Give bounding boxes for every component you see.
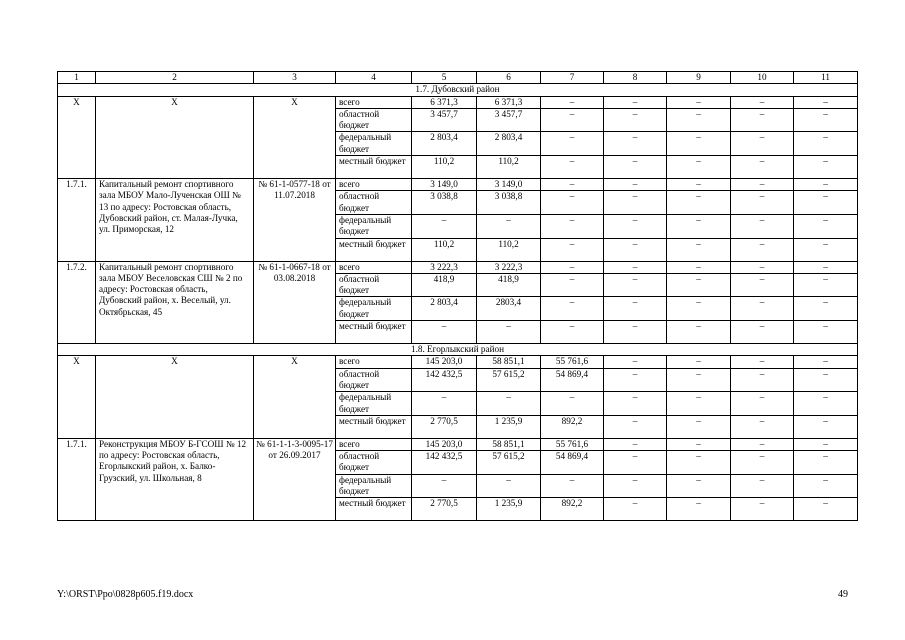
funding-source: федеральный бюджет	[336, 297, 412, 321]
header-row	[58, 72, 858, 84]
amount-cell: 2 770,5	[412, 498, 477, 521]
table-row	[58, 356, 858, 368]
amount-cell: 2 770,5	[412, 415, 477, 438]
amount-cell: –	[731, 498, 794, 521]
amount-cell: –	[794, 321, 858, 344]
funding-source: федеральный бюджет	[336, 214, 412, 238]
amount-cell: –	[541, 297, 604, 321]
amount-cell: –	[667, 156, 731, 179]
amount-cell: –	[731, 132, 794, 156]
amount-cell: –	[794, 368, 858, 392]
amount-cell: –	[794, 415, 858, 438]
table-row	[58, 96, 858, 108]
amount-cell: –	[604, 156, 667, 179]
funding-source: всего	[336, 96, 412, 108]
amount-cell: –	[667, 321, 731, 344]
table-body	[58, 72, 858, 521]
amount-cell: –	[794, 214, 858, 238]
amount-cell: 6 371,3	[477, 96, 541, 108]
amount-cell: 1 235,9	[477, 415, 541, 438]
amount-cell: –	[667, 96, 731, 108]
table-row	[58, 438, 858, 450]
amount-cell: –	[412, 392, 477, 416]
amount-cell: 110,2	[412, 156, 477, 179]
expertise-doc: № 61-1-1-3-0095-17 от 26.09.2017	[254, 438, 336, 520]
amount-cell: –	[604, 238, 667, 261]
item-number: 1.7.1.	[58, 438, 96, 520]
amount-cell: –	[731, 273, 794, 297]
amount-cell: 2 803,4	[412, 132, 477, 156]
amount-cell: 3 222,3	[477, 261, 541, 273]
amount-cell: –	[794, 261, 858, 273]
funding-source: всего	[336, 438, 412, 450]
amount-cell: –	[794, 238, 858, 261]
amount-cell: 57 615,2	[477, 368, 541, 392]
amount-cell: –	[667, 451, 731, 475]
amount-cell: –	[604, 179, 667, 191]
section-row	[58, 84, 858, 96]
funding-source: местный бюджет	[336, 321, 412, 344]
amount-cell: –	[541, 273, 604, 297]
amount-cell: –	[604, 498, 667, 521]
amount-cell: 110,2	[477, 238, 541, 261]
funding-source: федеральный бюджет	[336, 474, 412, 498]
amount-cell: 145 203,0	[412, 356, 477, 368]
amount-cell: –	[794, 96, 858, 108]
amount-cell: –	[667, 474, 731, 498]
item-number: 1.7.1.	[58, 179, 96, 261]
funding-source: местный бюджет	[336, 238, 412, 261]
amount-cell: –	[667, 238, 731, 261]
amount-cell: –	[731, 368, 794, 392]
amount-cell: –	[794, 451, 858, 475]
amount-cell: –	[541, 179, 604, 191]
amount-cell: –	[731, 451, 794, 475]
amount-cell: –	[667, 261, 731, 273]
section-title: 1.7. Дубовский район	[58, 84, 858, 96]
amount-cell: –	[731, 321, 794, 344]
amount-cell: 110,2	[477, 156, 541, 179]
amount-cell: 2 803,4	[412, 297, 477, 321]
amount-cell: –	[604, 474, 667, 498]
amount-cell: –	[541, 132, 604, 156]
amount-cell: –	[667, 297, 731, 321]
amount-cell: –	[412, 214, 477, 238]
amount-cell: 3 038,8	[412, 191, 477, 215]
amount-cell: –	[794, 191, 858, 215]
amount-cell: –	[794, 156, 858, 179]
amount-cell: 3 149,0	[412, 179, 477, 191]
amount-cell: –	[667, 273, 731, 297]
amount-cell: –	[667, 415, 731, 438]
amount-cell: –	[731, 438, 794, 450]
amount-cell: 142 432,5	[412, 368, 477, 392]
amount-cell: –	[794, 108, 858, 132]
amount-cell: –	[604, 108, 667, 132]
amount-cell: –	[667, 392, 731, 416]
amount-cell: –	[604, 356, 667, 368]
amount-cell: –	[731, 179, 794, 191]
footer-file-path: Y:\ORST\Ppo\0828p605.f19.docx	[57, 589, 194, 600]
amount-cell: –	[794, 474, 858, 498]
section-row	[58, 344, 858, 356]
amount-cell: –	[541, 474, 604, 498]
amount-cell: –	[541, 96, 604, 108]
amount-cell: –	[541, 108, 604, 132]
amount-cell: –	[604, 392, 667, 416]
amount-cell: –	[604, 261, 667, 273]
object-name: Капитальный ремонт спортивного зала МБОУ Веселовская СШ № 2 по адресу: Ростовская область, Дубовский район, х. Веселый, ул. Октябрьская, 45	[96, 261, 254, 343]
amount-cell: 55 761,6	[541, 438, 604, 450]
header-cell: 8	[604, 72, 667, 84]
amount-cell: 892,2	[541, 415, 604, 438]
amount-cell: –	[604, 451, 667, 475]
amount-cell: –	[667, 179, 731, 191]
header-cell: 10	[731, 72, 794, 84]
amount-cell: –	[604, 132, 667, 156]
amount-cell: –	[731, 474, 794, 498]
amount-cell: 3 149,0	[477, 179, 541, 191]
amount-cell: –	[604, 297, 667, 321]
expertise-doc: № 61-1-0667-18 от 03.08.2018	[254, 261, 336, 343]
amount-cell: –	[541, 261, 604, 273]
amount-cell: –	[667, 438, 731, 450]
header-cell: 2	[96, 72, 254, 84]
amount-cell: –	[731, 214, 794, 238]
funding-source: местный бюджет	[336, 415, 412, 438]
funding-source: областной бюджет	[336, 108, 412, 132]
amount-cell: –	[477, 321, 541, 344]
amount-cell: 3 038,8	[477, 191, 541, 215]
funding-source: областной бюджет	[336, 368, 412, 392]
amount-cell: –	[794, 179, 858, 191]
funding-source: всего	[336, 179, 412, 191]
amount-cell: 54 869,4	[541, 451, 604, 475]
amount-cell: –	[604, 214, 667, 238]
amount-cell: –	[477, 474, 541, 498]
amount-cell: –	[541, 238, 604, 261]
amount-cell: –	[604, 96, 667, 108]
header-cell: 11	[794, 72, 858, 84]
amount-cell: –	[541, 321, 604, 344]
expertise-doc: X	[254, 96, 336, 178]
amount-cell: –	[731, 96, 794, 108]
header-cell: 3	[254, 72, 336, 84]
amount-cell: –	[731, 392, 794, 416]
section-title: 1.8. Егорлыкский район	[58, 344, 858, 356]
amount-cell: –	[604, 273, 667, 297]
amount-cell: –	[667, 356, 731, 368]
amount-cell: 58 851,1	[477, 438, 541, 450]
amount-cell: 57 615,2	[477, 451, 541, 475]
amount-cell: –	[667, 368, 731, 392]
amount-cell: 892,2	[541, 498, 604, 521]
funding-source: всего	[336, 356, 412, 368]
amount-cell: 145 203,0	[412, 438, 477, 450]
amount-cell: 418,9	[477, 273, 541, 297]
amount-cell: –	[604, 415, 667, 438]
amount-cell: 110,2	[412, 238, 477, 261]
page-number: 49	[838, 589, 848, 600]
amount-cell: 418,9	[412, 273, 477, 297]
amount-cell: –	[794, 498, 858, 521]
amount-cell: –	[477, 214, 541, 238]
amount-cell: 3 457,7	[412, 108, 477, 132]
amount-cell: 55 761,6	[541, 356, 604, 368]
amount-cell: 2 803,4	[477, 132, 541, 156]
amount-cell: –	[667, 108, 731, 132]
funding-source: федеральный бюджет	[336, 132, 412, 156]
table-row	[58, 179, 858, 191]
funding-source: областной бюджет	[336, 273, 412, 297]
expertise-doc: № 61-1-0577-18 от 11.07.2018	[254, 179, 336, 261]
header-cell: 1	[58, 72, 96, 84]
amount-cell: –	[731, 191, 794, 215]
item-number: X	[58, 96, 96, 178]
amount-cell: –	[731, 297, 794, 321]
object-name: Капитальный ремонт спортивного зала МБОУ Мало-Лученская ОШ № 13 по адресу: Ростовская область, Дубовский район, ст. Малая-Лучка, ул. Приморская, 12	[96, 179, 254, 261]
amount-cell: –	[794, 438, 858, 450]
amount-cell: –	[412, 474, 477, 498]
table-row	[58, 261, 858, 273]
amount-cell: 142 432,5	[412, 451, 477, 475]
amount-cell: 1 235,9	[477, 498, 541, 521]
amount-cell: 3 457,7	[477, 108, 541, 132]
amount-cell: –	[794, 297, 858, 321]
header-cell: 9	[667, 72, 731, 84]
amount-cell: 2803,4	[477, 297, 541, 321]
funding-source: всего	[336, 261, 412, 273]
object-name: Реконструкция МБОУ Б-ГСОШ № 12 по адресу: Ростовская область, Егорлыкский район, х. Балко-Грузский, ул. Школьная, 8	[96, 438, 254, 520]
item-number: 1.7.2.	[58, 261, 96, 343]
amount-cell: 6 371,3	[412, 96, 477, 108]
amount-cell: 54 869,4	[541, 368, 604, 392]
amount-cell: 3 222,3	[412, 261, 477, 273]
amount-cell: –	[731, 261, 794, 273]
budget-table	[57, 71, 858, 521]
amount-cell: –	[412, 321, 477, 344]
amount-cell: –	[667, 498, 731, 521]
amount-cell: –	[794, 273, 858, 297]
amount-cell: 58 851,1	[477, 356, 541, 368]
amount-cell: –	[541, 214, 604, 238]
header-cell: 5	[412, 72, 477, 84]
funding-source: федеральный бюджет	[336, 392, 412, 416]
amount-cell: –	[477, 392, 541, 416]
amount-cell: –	[667, 214, 731, 238]
funding-source: областной бюджет	[336, 451, 412, 475]
amount-cell: –	[794, 356, 858, 368]
expertise-doc: X	[254, 356, 336, 438]
amount-cell: –	[541, 392, 604, 416]
amount-cell: –	[794, 132, 858, 156]
amount-cell: –	[731, 356, 794, 368]
object-name: X	[96, 356, 254, 438]
funding-source: местный бюджет	[336, 156, 412, 179]
amount-cell: –	[731, 156, 794, 179]
amount-cell: –	[604, 321, 667, 344]
object-name: X	[96, 96, 254, 178]
header-cell: 4	[336, 72, 412, 84]
amount-cell: –	[604, 191, 667, 215]
amount-cell: –	[667, 191, 731, 215]
amount-cell: –	[731, 415, 794, 438]
amount-cell: –	[794, 392, 858, 416]
header-cell: 7	[541, 72, 604, 84]
funding-source: областной бюджет	[336, 191, 412, 215]
amount-cell: –	[731, 108, 794, 132]
item-number: X	[58, 356, 96, 438]
amount-cell: –	[731, 238, 794, 261]
amount-cell: –	[541, 191, 604, 215]
amount-cell: –	[667, 132, 731, 156]
header-cell: 6	[477, 72, 541, 84]
amount-cell: –	[604, 438, 667, 450]
funding-source: местный бюджет	[336, 498, 412, 521]
amount-cell: –	[604, 368, 667, 392]
amount-cell: –	[541, 156, 604, 179]
